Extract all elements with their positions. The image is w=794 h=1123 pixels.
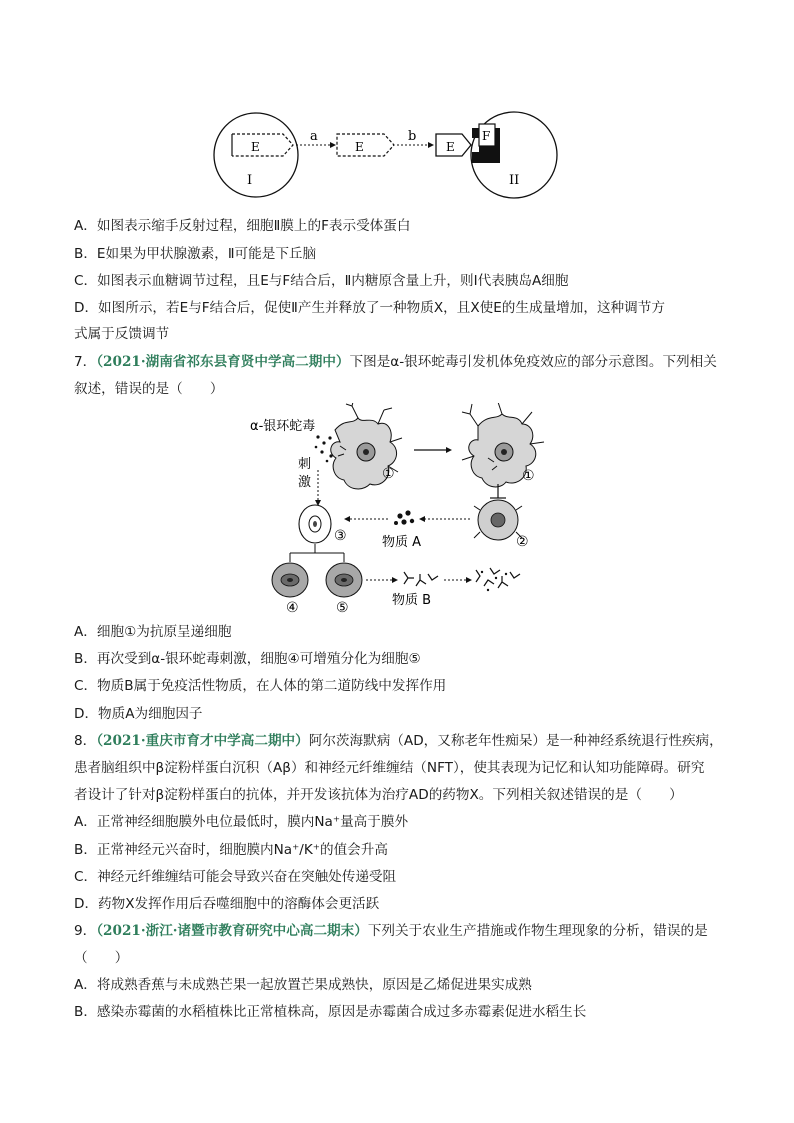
q9-source: （2021·浙江·诸暨市教育研究中心高二期末） (96, 923, 368, 939)
q6-option-d-line2: 式属于反馈调节 (74, 326, 170, 342)
receptor-label: F (482, 129, 491, 143)
q9-stem-text: 下列关于农业生产措施或作物生理现象的分析，错误的是 (367, 923, 708, 939)
substance-b-antibodies (404, 572, 438, 586)
q7-stem-text: 下图是α-银环蛇毒引发机体免疫效应的部分示意图。下列相关 (349, 354, 717, 370)
q8-stem-line2: 患者脑组织中β淀粉样蛋白沉积（Aβ）和神经元纤维缠结（NFT），使其表现为记忆和认知功能障碍。研究 (74, 760, 705, 776)
q9-number: 9． (74, 923, 97, 939)
step-a-label: a (310, 129, 318, 144)
q7-stem-line2: 叙述，错误的是（ ） (74, 381, 224, 397)
cell-4-label: ④ (286, 600, 299, 616)
cell-2-label: ② (516, 534, 529, 550)
q8-stem-text: 阿尔茨海默病（AD，又称老年性痴呆）是一种神经系统退行性疾病， (308, 733, 723, 749)
q7-option-d: D．物质A为细胞因子 (74, 706, 203, 722)
cell-5-label: ⑤ (336, 600, 349, 616)
q8-option-b: B．正常神经元兴奋时，细胞膜内Na⁺/K⁺的值会升高 (74, 842, 388, 858)
q8-option-c: C．神经元纤维缠结可能会导致兴奋在突触处传递受阻 (74, 869, 397, 885)
q7-source: （2021·湖南省祁东县育贤中学高二期中） (96, 354, 350, 370)
substance-a-label: 物质 A (382, 535, 422, 550)
substance-b-label: 物质 B (392, 593, 432, 608)
cell-3-b-cell (299, 505, 331, 543)
q8-option-d: D．药物X发挥作用后吞噬细胞中的溶酶体会更活跃 (74, 896, 380, 912)
signal-molecule-1 (232, 134, 293, 156)
q8-stem-line1 (74, 731, 723, 751)
q8-number: 8． (74, 733, 97, 749)
q7-option-a: A．细胞①为抗原呈递细胞 (74, 624, 232, 640)
q7-option-c: C．物质B属于免疫活性物质，在人体的第二道防线中发挥作用 (74, 678, 447, 694)
q7-stem-line1 (74, 352, 717, 372)
q6-option-c: C．如图表示血糖调节过程，且E与F结合后，Ⅱ内糖原含量上升，则Ⅰ代表胰岛A细胞 (74, 273, 569, 289)
signal-label-1: E (251, 140, 260, 154)
cell-2-helper-t (474, 500, 522, 540)
cell-1-label: I (247, 173, 253, 188)
figure-cell-signaling (0, 0, 794, 210)
cell-1b-label: ① (522, 468, 535, 484)
signal-label-2: E (355, 140, 364, 154)
q6-option-b: B．E如果为甲状腺激素，Ⅱ可能是下丘脑 (74, 246, 317, 262)
q9-option-b: B．感染赤霉菌的水稻植株比正常植株高，原因是赤霉菌合成过多赤霉素促进水稻生长 (74, 1004, 587, 1020)
q6-option-a: A．如图表示缩手反射过程，细胞Ⅱ膜上的F表示受体蛋白 (74, 218, 411, 234)
cell-5-plasma (326, 563, 362, 597)
q8-stem-line3: 者设计了针对β淀粉样蛋白的抗体，并开发该抗体为治疗AD的药物X。下列相关叙述错误的是（ ） (74, 787, 683, 803)
cell-4-memory (272, 563, 308, 597)
q9-stem-line1 (74, 921, 708, 941)
signal-molecule-2 (337, 134, 394, 156)
toxin-label: α-银环蛇毒 (250, 419, 316, 434)
cell-2-label: II (509, 173, 520, 188)
stimulus-label-1: 刺 (298, 457, 312, 472)
cell-1a-label: ① (382, 466, 395, 482)
q8-option-a: A．正常神经细胞膜外电位最低时，膜内Na⁺量高于膜外 (74, 814, 409, 830)
figure-immune-response (0, 403, 794, 623)
step-b-label: b (408, 129, 417, 144)
q9-option-a: A．将成熟香蕉与未成熟芒果一起放置芒果成熟快，原因是乙烯促进果实成熟 (74, 977, 532, 993)
q6-option-d-line1: D．如图所示，若E与F结合后，促使Ⅱ产生并释放了一种物质X，且X使E的生成量增加，这种调节方 (74, 300, 665, 316)
q9-stem-line2: （ ） (74, 950, 129, 966)
cell-3-label: ③ (334, 528, 347, 544)
substance-a-dots (394, 510, 414, 525)
q7-number: 7． (74, 354, 97, 370)
q7-option-b: B．再次受到α-银环蛇毒刺激，细胞④可增殖分化为细胞⑤ (74, 651, 421, 667)
q8-source: （2021·重庆市育才中学高二期中） (96, 733, 309, 749)
cell-1-circle (214, 113, 298, 197)
signal-label-3: E (446, 140, 455, 154)
stimulus-label-2: 激 (298, 475, 312, 490)
